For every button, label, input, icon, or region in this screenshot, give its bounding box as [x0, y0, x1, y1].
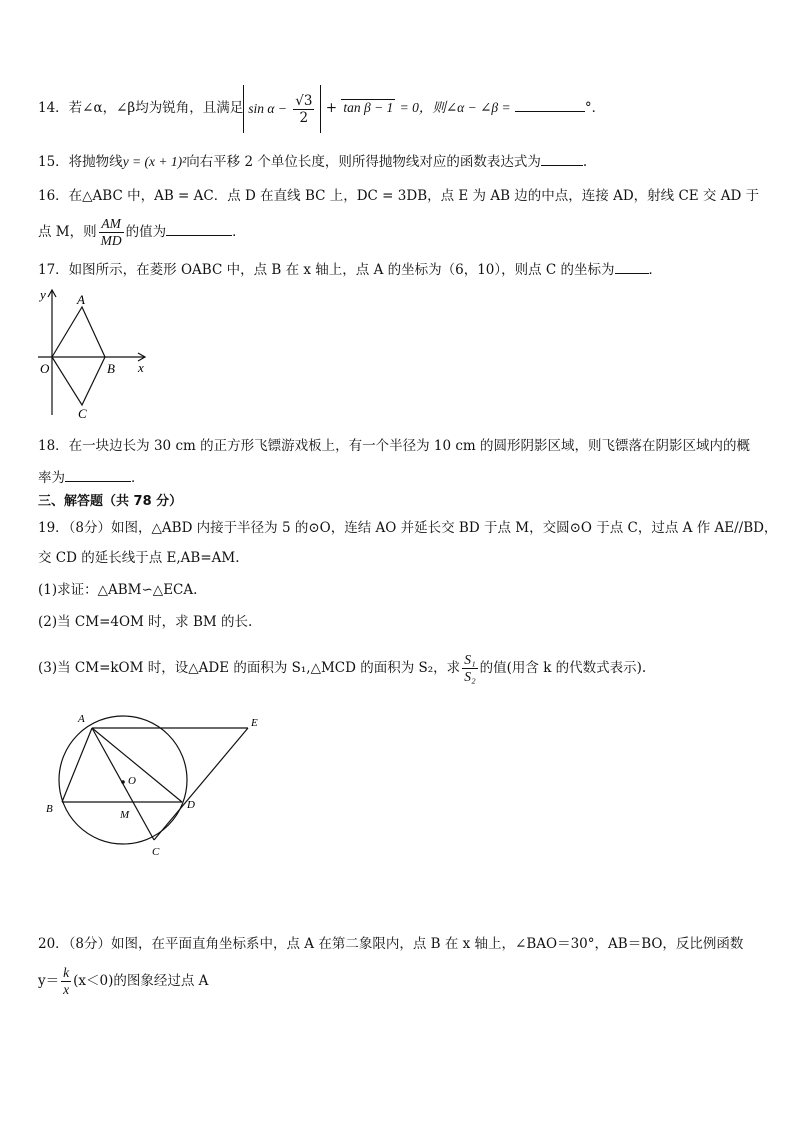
question-19-part3: (3)当 CM=kOM 时，设△ADE 的面积为 S₁,△MCD 的面积为 S₂，求 $\frac{\text{S₁}}{\text{S₂}}$ 的值(用含 k 的代数式表示). — [38, 652, 647, 684]
point-a-label: A — [77, 292, 85, 307]
question-19-line2: 交 CD 的延长线于点 E,AB=AM. — [38, 550, 240, 566]
section-title: 三、解答题（共 78 分） — [38, 494, 183, 509]
question-20-line1: 20．（8分）如图，在平面直角坐标系中，点 A 在第二象限内，点 B 在 x 轴上，∠BAO＝30°，AB＝BO，反比例函数 — [38, 936, 744, 952]
question-20-line2: y＝ $\frac{k}{x}$ (x＜0)的图象经过点 A — [38, 965, 209, 997]
question-18-line1: 18．在一块边长为 30 cm 的正方形飞镖游戏板上，有一个半径为 10 cm 的圆形阴影区域，则飞镖落在阴影区域内的概 — [38, 438, 751, 454]
answer-blank-15[interactable] — [541, 150, 583, 166]
circle-figure — [40, 710, 270, 860]
answer-blank-18[interactable] — [65, 466, 131, 482]
question-16-line1: 16．在△ABC 中，AB = AC．点 D 在直线 BC 上，DC = 3DB，点 E 为 AB 边的中点，连接 AD，射线 CE 交 AD 于 — [38, 188, 760, 204]
answer-blank-16[interactable] — [166, 220, 232, 236]
question-16-line2: 点 M，则 $\frac{AM}{MD}$ 的值为 ． — [38, 216, 246, 248]
question-19-part1: (1)求证：△ABM∽△ECA. — [38, 582, 198, 598]
question-19-part2: (2)当 CM=4OM 时，求 BM 的长. — [38, 614, 253, 630]
answer-blank-17[interactable] — [615, 258, 649, 274]
answer-blank-14[interactable] — [515, 96, 585, 112]
question-19-line1: 19．（8分）如图，△ABD 内接于半径为 5 的⊙O，连结 AO 并延长交 BD 于点 M，交圆⊙O 于点 C，过点 A 作 AE//BD， — [38, 520, 778, 536]
point-c-label: C — [78, 406, 87, 420]
q14-prefix: 14．若∠α，∠β均为锐角，且满足 — [38, 100, 244, 116]
point-b-label: B — [107, 361, 115, 376]
s1-over-s2-fraction: $\frac{\text{S₁}}{\text{S₂}}$ — [464, 652, 476, 684]
rhombus-figure — [30, 285, 160, 420]
point-c-label: C — [152, 846, 160, 858]
point-m-label: M — [120, 809, 130, 821]
sqrt3-over-2: $\frac{√3}{2}$ — [295, 92, 313, 126]
question-18-line2: 率为 ． — [38, 466, 145, 488]
y-axis-label: y — [40, 287, 46, 302]
abs-value-expression: sin α − $\frac{√3}{2}$ — [243, 85, 321, 133]
point-b-label: B — [46, 803, 53, 815]
question-15: 15．将抛物线y = (x + 1)²向右平移 2 个单位长度，则所得抛物线对应的函数表达式为 . — [38, 150, 587, 172]
am-over-md-fraction: $\frac{AM}{MD}$ — [100, 216, 122, 248]
question-14: 14．若∠α，∠β均为锐角，且满足 sin α − $\frac{√3}{2}$ + tan β − 1 = 0，则∠α − ∠β = °． — [38, 84, 605, 132]
point-a-label: A — [78, 713, 85, 725]
x-axis-label: x — [138, 360, 144, 375]
point-e-label: E — [251, 717, 258, 729]
k-over-x-fraction: $\frac{k}{x}$ — [63, 965, 70, 997]
sqrt-tan-expression: tan β − 1 — [343, 100, 394, 115]
point-o-label: O — [128, 775, 136, 787]
question-17: 17．如图所示，在菱形 OABC 中，点 B 在 x 轴上，点 A 的坐标为（6，10），则点 C 的坐标为 ． — [38, 258, 662, 280]
point-d-label: D — [187, 799, 195, 811]
point-o-label: O — [40, 361, 50, 376]
